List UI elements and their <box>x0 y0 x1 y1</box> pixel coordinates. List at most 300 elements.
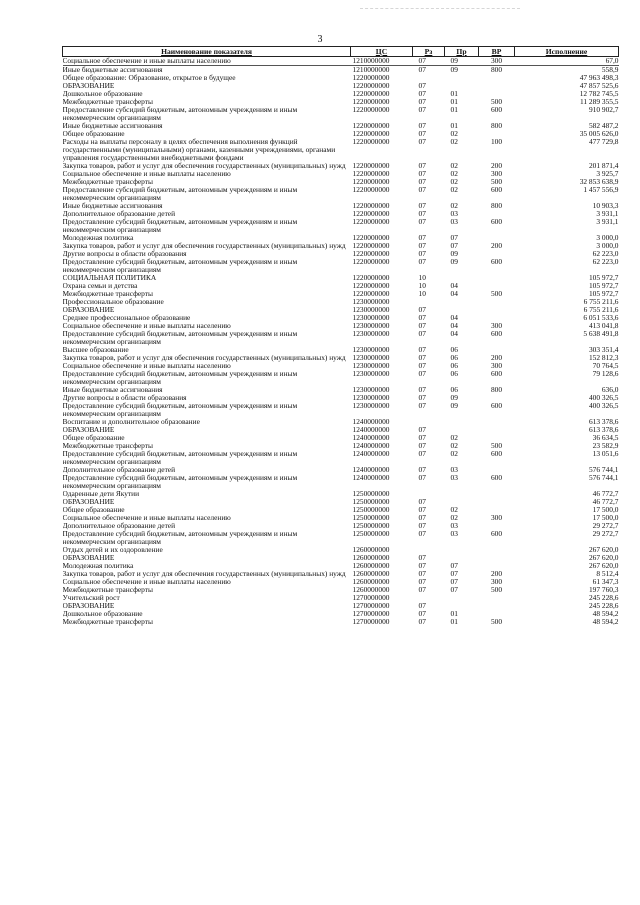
cell-vr: 300 <box>479 57 515 66</box>
cell-pr: 06 <box>450 354 458 362</box>
table-row <box>63 234 619 242</box>
cell-rz: 07 <box>418 234 426 242</box>
cell-cs: 1230000000 <box>352 370 390 378</box>
cell-sum: 48 594,2 <box>592 618 619 626</box>
cell-vr <box>479 306 515 314</box>
cell-cs: 1240000000 <box>352 418 390 426</box>
cell-vr: 800 <box>490 202 503 210</box>
cell-name: Среднее профессиональное образование <box>62 314 191 322</box>
cell-rz: 07 <box>418 602 426 610</box>
cell-cs: 1240000000 <box>352 466 390 474</box>
cell-rz: 07 <box>418 170 426 178</box>
table-row <box>63 330 619 346</box>
cell-sum: 8 512,4 <box>596 570 619 578</box>
cell-cs: 1220000000 <box>352 106 390 114</box>
cell-vr: 500 <box>490 442 503 450</box>
cell-name: Закупка товаров, работ и услуг для обеспечения государственных (муниципальных) нужд <box>62 354 346 362</box>
cell-vr <box>479 554 515 562</box>
cell-cs: 1230000000 <box>352 354 390 362</box>
cell-sum: 11 289 355,5 <box>579 98 619 106</box>
cell-name: ОБРАЗОВАНИЕ <box>62 498 115 506</box>
cell-sum: 910 902,7 <box>588 106 619 114</box>
cell-rz: 07 <box>418 402 426 410</box>
cell-name: Общее образование: Образование, открытое в будущее <box>62 74 236 82</box>
cell-cs: 1230000000 <box>352 394 390 402</box>
cell-sum: 3 931,1 <box>596 218 619 226</box>
cell-cs: 1250000000 <box>352 530 390 538</box>
cell-rz: 07 <box>418 530 426 538</box>
cell-cs: 1220000000 <box>352 122 390 130</box>
cell-sum: 35 005 626,0 <box>579 130 619 138</box>
cell-sum: 36 634,5 <box>592 434 619 442</box>
table-row <box>63 90 619 98</box>
table-row <box>63 474 619 490</box>
cell-name: Социальное обеспечение и иные выплаты населению <box>62 578 231 586</box>
table-row <box>63 514 619 522</box>
table-row <box>63 490 619 498</box>
cell-sum: 3 000,0 <box>596 234 619 242</box>
table-row <box>63 346 619 354</box>
cell-rz: 07 <box>418 362 426 370</box>
cell-name: Профессиональное образование <box>62 298 164 306</box>
cell-rz: 07 <box>418 450 426 458</box>
cell-pr: 06 <box>450 346 458 354</box>
cell-sum: 636,0 <box>601 386 619 394</box>
cell-pr <box>445 418 479 426</box>
cell-name: Социальное обеспечение и иные выплаты населению <box>62 170 231 178</box>
cell-vr: 500 <box>490 618 503 626</box>
cell-name: Иные бюджетные ассигнования <box>62 122 163 130</box>
cell-pr: 07 <box>450 562 458 570</box>
cell-sum: 23 582,9 <box>592 442 619 450</box>
table-row <box>63 450 619 466</box>
cell-sum: 105 972,7 <box>588 290 619 298</box>
cell-name: Иные бюджетные ассигнования <box>62 202 163 210</box>
cell-pr: 07 <box>450 234 458 242</box>
cell-rz: 07 <box>418 570 426 578</box>
cell-cs: 1260000000 <box>352 546 390 554</box>
cell-sum: 61 347,3 <box>592 578 619 586</box>
cell-sum: 613 378,6 <box>588 426 619 434</box>
cell-cs: 1230000000 <box>352 306 390 314</box>
cell-sum: 152 812,3 <box>588 354 619 362</box>
table-row <box>63 498 619 506</box>
cell-sum: 62 223,0 <box>592 250 619 258</box>
table-row <box>63 594 619 602</box>
cell-pr <box>445 426 479 434</box>
header-pr: Пр <box>445 47 479 57</box>
cell-sum: 267 620,0 <box>588 546 619 554</box>
table-row <box>63 106 619 122</box>
cell-pr: 04 <box>450 322 458 330</box>
cell-name: Предоставление субсидий бюджетным, автономным учреждениям и иным некоммерческим организациям <box>62 218 298 234</box>
cell-cs: 1210000000 <box>351 57 413 66</box>
cell-sum: 400 326,5 <box>588 402 619 410</box>
cell-pr <box>445 298 479 306</box>
table-row <box>63 57 619 66</box>
cell-pr: 06 <box>450 370 458 378</box>
cell-pr: 03 <box>450 474 458 482</box>
cell-rz: 07 <box>418 98 426 106</box>
cell-name: Закупка товаров, работ и услуг для обеспечения государственных (муниципальных) нужд <box>62 242 346 250</box>
cell-cs: 1220000000 <box>352 178 390 186</box>
cell-vr <box>479 594 515 602</box>
table-row <box>63 306 619 314</box>
cell-cs: 1220000000 <box>352 170 390 178</box>
table-row <box>63 466 619 474</box>
cell-name: Дополнительное образование детей <box>62 466 176 474</box>
table-row <box>63 362 619 370</box>
table-row <box>63 586 619 594</box>
cell-pr: 03 <box>450 522 458 530</box>
cell-rz: 07 <box>418 442 426 450</box>
cell-cs: 1220000000 <box>352 258 390 266</box>
cell-vr: 500 <box>490 178 503 186</box>
cell-cs: 1220000000 <box>352 242 390 250</box>
cell-pr: 02 <box>450 514 458 522</box>
scan-artifact <box>360 8 520 13</box>
table-row <box>63 418 619 426</box>
cell-name: ОБРАЗОВАНИЕ <box>62 306 115 314</box>
cell-pr: 09 <box>450 394 458 402</box>
table-row <box>63 298 619 306</box>
cell-name: ОБРАЗОВАНИЕ <box>62 602 115 610</box>
cell-sum: 70 764,5 <box>592 362 619 370</box>
cell-sum: 400 326,5 <box>588 394 619 402</box>
cell-sum: 201 871,4 <box>588 162 619 170</box>
cell-pr: 03 <box>450 218 458 226</box>
cell-pr: 07 <box>450 578 458 586</box>
cell-sum: 6 051 533,6 <box>583 314 619 322</box>
cell-cs: 1230000000 <box>352 362 390 370</box>
cell-rz: 07 <box>418 130 426 138</box>
cell-pr <box>445 498 479 506</box>
cell-rz: 07 <box>418 314 426 322</box>
cell-pr: 01 <box>450 106 458 114</box>
cell-name: Отдых детей и их оздоровление <box>62 546 163 554</box>
cell-cs: 1260000000 <box>352 586 390 594</box>
cell-sum: 17 500,0 <box>592 506 619 514</box>
cell-rz: 07 <box>418 506 426 514</box>
cell-vr <box>479 82 515 90</box>
cell-sum: 267 620,0 <box>588 554 619 562</box>
table-row <box>63 274 619 282</box>
cell-sum: 3 925,7 <box>596 170 619 178</box>
cell-cs: 1230000000 <box>352 386 390 394</box>
cell-vr: 200 <box>490 242 503 250</box>
cell-cs: 1220000000 <box>352 290 390 298</box>
table-row <box>63 138 619 162</box>
table-row <box>63 394 619 402</box>
cell-rz: 07 <box>418 586 426 594</box>
cell-vr: 800 <box>490 65 503 74</box>
cell-cs: 1220000000 <box>352 202 390 210</box>
cell-rz <box>413 594 445 602</box>
cell-vr <box>479 562 515 570</box>
cell-rz: 07 <box>418 306 426 314</box>
cell-cs: 1220000000 <box>352 218 390 226</box>
cell-vr <box>479 298 515 306</box>
cell-pr: 09 <box>445 57 479 66</box>
cell-sum: 576 744,1 <box>588 466 619 474</box>
cell-vr: 100 <box>490 138 503 146</box>
cell-name: ОБРАЗОВАНИЕ <box>62 426 115 434</box>
cell-rz: 07 <box>418 138 426 146</box>
cell-vr: 600 <box>490 474 503 482</box>
cell-pr <box>445 602 479 610</box>
cell-vr: 600 <box>490 218 503 226</box>
cell-vr <box>479 602 515 610</box>
cell-name: ОБРАЗОВАНИЕ <box>62 554 115 562</box>
cell-rz: 07 <box>418 522 426 530</box>
cell-sum: 32 853 638,9 <box>579 178 619 186</box>
cell-sum: 46 772,7 <box>592 490 619 498</box>
cell-cs: 1240000000 <box>352 426 390 434</box>
cell-sum: 1 457 556,9 <box>583 186 619 194</box>
cell-sum: 13 051,6 <box>592 450 619 458</box>
cell-cs: 1270000000 <box>352 610 390 618</box>
cell-sum: 413 041,8 <box>588 322 619 330</box>
cell-rz: 07 <box>418 610 426 618</box>
cell-sum: 12 782 745,5 <box>579 90 619 98</box>
cell-pr: 02 <box>450 506 458 514</box>
cell-sum: 267 620,0 <box>588 562 619 570</box>
cell-cs: 1250000000 <box>352 490 390 498</box>
cell-vr <box>479 434 515 442</box>
cell-cs: 1220000000 <box>352 282 390 290</box>
cell-sum: 29 272,7 <box>592 522 619 530</box>
cell-cs: 1250000000 <box>352 506 390 514</box>
cell-name: Высшее образование <box>62 346 129 354</box>
cell-name: Предоставление субсидий бюджетным, автономным учреждениям и иным некоммерческим организациям <box>62 402 298 418</box>
cell-cs: 1230000000 <box>352 330 390 338</box>
table-row <box>63 610 619 618</box>
table-row <box>63 210 619 218</box>
cell-vr <box>479 74 515 82</box>
table-row <box>63 442 619 450</box>
cell-sum: 105 972,7 <box>588 282 619 290</box>
table-row <box>63 370 619 386</box>
cell-vr <box>479 274 515 282</box>
cell-rz <box>413 490 445 498</box>
cell-vr: 600 <box>490 330 503 338</box>
table-row <box>63 178 619 186</box>
cell-rz: 07 <box>418 474 426 482</box>
cell-sum: 47 857 525,6 <box>579 82 619 90</box>
cell-sum: 46 772,7 <box>592 498 619 506</box>
table-row <box>63 66 619 75</box>
cell-pr: 02 <box>450 186 458 194</box>
header-rz: Рз <box>413 47 445 57</box>
cell-name: Предоставление субсидий бюджетным, автономным учреждениям и иным некоммерческим организациям <box>62 330 298 346</box>
table-row <box>63 250 619 258</box>
cell-name: Учительский рост <box>62 594 120 602</box>
cell-cs: 1260000000 <box>352 554 390 562</box>
cell-name: Предоставление субсидий бюджетным, автономным учреждениям и иным некоммерческим организациям <box>62 370 298 386</box>
cell-sum: 613 378,6 <box>588 418 619 426</box>
cell-pr: 09 <box>450 258 458 266</box>
cell-cs: 1220000000 <box>352 90 390 98</box>
cell-name: Другие вопросы в области образования <box>62 394 187 402</box>
cell-name: Межбюджетные трансферты <box>62 98 153 106</box>
cell-rz: 07 <box>418 162 426 170</box>
cell-name: Общее образование <box>62 506 125 514</box>
cell-rz: 07 <box>418 498 426 506</box>
cell-rz: 07 <box>418 466 426 474</box>
cell-cs: 1220000000 <box>352 210 390 218</box>
cell-rz: 07 <box>418 218 426 226</box>
cell-rz: 10 <box>418 282 426 290</box>
table-row <box>63 434 619 442</box>
cell-pr <box>445 274 479 282</box>
cell-name: Охрана семьи и детства <box>62 282 138 290</box>
cell-sum: 5 638 491,8 <box>583 330 619 338</box>
cell-name: Дополнительное образование детей <box>62 210 176 218</box>
cell-vr: 800 <box>490 386 503 394</box>
cell-pr <box>445 82 479 90</box>
cell-vr <box>479 546 515 554</box>
cell-name: Иные бюджетные ассигнования <box>62 386 163 394</box>
cell-rz: 10 <box>418 274 426 282</box>
cell-name: Закупка товаров, работ и услуг для обеспечения государственных (муниципальных) нужд <box>62 570 346 578</box>
table-row <box>63 202 619 210</box>
cell-name: Социальное обеспечение и иные выплаты населению <box>62 514 231 522</box>
table-row <box>63 258 619 274</box>
cell-sum: 47 963 498,3 <box>579 74 619 82</box>
table-row <box>63 130 619 138</box>
cell-rz: 07 <box>418 250 426 258</box>
cell-pr: 09 <box>450 65 458 74</box>
table-row <box>63 186 619 202</box>
cell-cs: 1230000000 <box>352 402 390 410</box>
cell-name: Другие вопросы в области образования <box>62 250 187 258</box>
cell-cs: 1240000000 <box>352 450 390 458</box>
table-row <box>63 570 619 578</box>
cell-sum: 62 223,0 <box>592 258 619 266</box>
header-vr: ВР <box>479 47 515 57</box>
cell-pr: 02 <box>450 442 458 450</box>
cell-name: Предоставление субсидий бюджетным, автономным учреждениям и иным некоммерческим организациям <box>62 474 298 490</box>
cell-cs: 1240000000 <box>352 434 390 442</box>
cell-vr <box>479 426 515 434</box>
cell-rz <box>413 74 445 82</box>
table-row <box>63 314 619 322</box>
cell-cs: 1250000000 <box>352 514 390 522</box>
header-cs: ЦС <box>351 47 413 57</box>
cell-vr <box>479 522 515 530</box>
budget-table <box>62 46 619 626</box>
cell-sum: 17 500,0 <box>592 514 619 522</box>
cell-vr <box>479 506 515 514</box>
cell-sum: 576 744,1 <box>588 474 619 482</box>
cell-pr: 01 <box>450 90 458 98</box>
cell-pr: 02 <box>450 162 458 170</box>
cell-sum: 197 760,3 <box>588 586 619 594</box>
cell-vr: 600 <box>490 402 503 410</box>
cell-vr: 300 <box>490 170 503 178</box>
cell-vr: 500 <box>490 290 503 298</box>
cell-rz: 07 <box>418 554 426 562</box>
cell-cs: 1260000000 <box>352 578 390 586</box>
cell-name: Закупка товаров, работ и услуг для обеспечения государственных (муниципальных) нужд <box>62 162 346 170</box>
cell-rz: 07 <box>418 82 426 90</box>
page-number: 3 <box>317 34 323 45</box>
cell-name: Дошкольное образование <box>62 610 143 618</box>
cell-rz: 07 <box>418 394 426 402</box>
cell-pr: 02 <box>450 178 458 186</box>
cell-name: Межбюджетные трансферты <box>62 290 153 298</box>
cell-vr: 500 <box>490 586 503 594</box>
cell-cs: 1220000000 <box>352 274 390 282</box>
cell-vr <box>479 498 515 506</box>
cell-rz: 07 <box>418 618 426 626</box>
cell-vr: 300 <box>490 514 503 522</box>
table-row <box>63 506 619 514</box>
cell-name: Иные бюджетные ассигнования <box>62 65 163 74</box>
cell-pr: 01 <box>450 122 458 130</box>
cell-rz <box>413 418 445 426</box>
cell-name: Социальное обеспечение и иные выплаты населению <box>63 57 351 66</box>
table-row <box>63 530 619 546</box>
cell-pr: 03 <box>450 530 458 538</box>
table-row <box>63 546 619 554</box>
cell-rz: 07 <box>418 122 426 130</box>
cell-name: Социальное обеспечение и иные выплаты населению <box>62 322 231 330</box>
cell-cs: 1240000000 <box>352 474 390 482</box>
table-body <box>63 57 619 627</box>
table-row <box>63 98 619 106</box>
cell-vr <box>479 490 515 498</box>
cell-rz: 07 <box>418 90 426 98</box>
cell-cs: 1220000000 <box>352 74 390 82</box>
cell-name: Молодежная политика <box>62 234 134 242</box>
cell-name: Расходы на выплаты персоналу в целях обеспечения выполнения функций государственными (муниципальными) органами, казенными учреждениями, органами управления государственными внебюджетными фондами <box>62 138 336 162</box>
cell-sum: 105 972,7 <box>588 274 619 282</box>
cell-vr <box>479 250 515 258</box>
cell-rz: 07 <box>418 202 426 210</box>
cell-cs: 1270000000 <box>352 602 390 610</box>
header-name: Наименование показателя <box>63 47 351 57</box>
cell-pr: 07 <box>450 242 458 250</box>
table-row <box>63 74 619 82</box>
table-row <box>63 354 619 362</box>
cell-rz: 07 <box>418 514 426 522</box>
table-row <box>63 578 619 586</box>
table-row <box>63 122 619 130</box>
cell-vr <box>479 282 515 290</box>
cell-sum: 29 272,7 <box>592 530 619 538</box>
table-row <box>63 82 619 90</box>
cell-vr: 300 <box>490 578 503 586</box>
cell-name: Предоставление субсидий бюджетным, автономным учреждениям и иным некоммерческим организациям <box>62 258 298 274</box>
cell-name: Предоставление субсидий бюджетным, автономным учреждениям и иным некоммерческим организациям <box>62 106 298 122</box>
cell-cs: 1220000000 <box>352 186 390 194</box>
cell-name: Предоставление субсидий бюджетным, автономным учреждениям и иным некоммерческим организациям <box>62 186 298 202</box>
cell-vr: 200 <box>490 570 503 578</box>
cell-sum: 558,9 <box>601 65 619 74</box>
cell-vr <box>479 234 515 242</box>
table-row <box>63 162 619 170</box>
cell-cs: 1220000000 <box>352 138 390 146</box>
cell-vr <box>479 314 515 322</box>
cell-pr: 01 <box>450 618 458 626</box>
cell-pr: 09 <box>450 250 458 258</box>
cell-sum: 6 755 211,6 <box>583 306 619 314</box>
cell-rz: 07 <box>418 578 426 586</box>
cell-name: Дополнительное образование детей <box>62 522 176 530</box>
header-sum: Исполнение <box>515 47 619 57</box>
table-row <box>63 402 619 418</box>
